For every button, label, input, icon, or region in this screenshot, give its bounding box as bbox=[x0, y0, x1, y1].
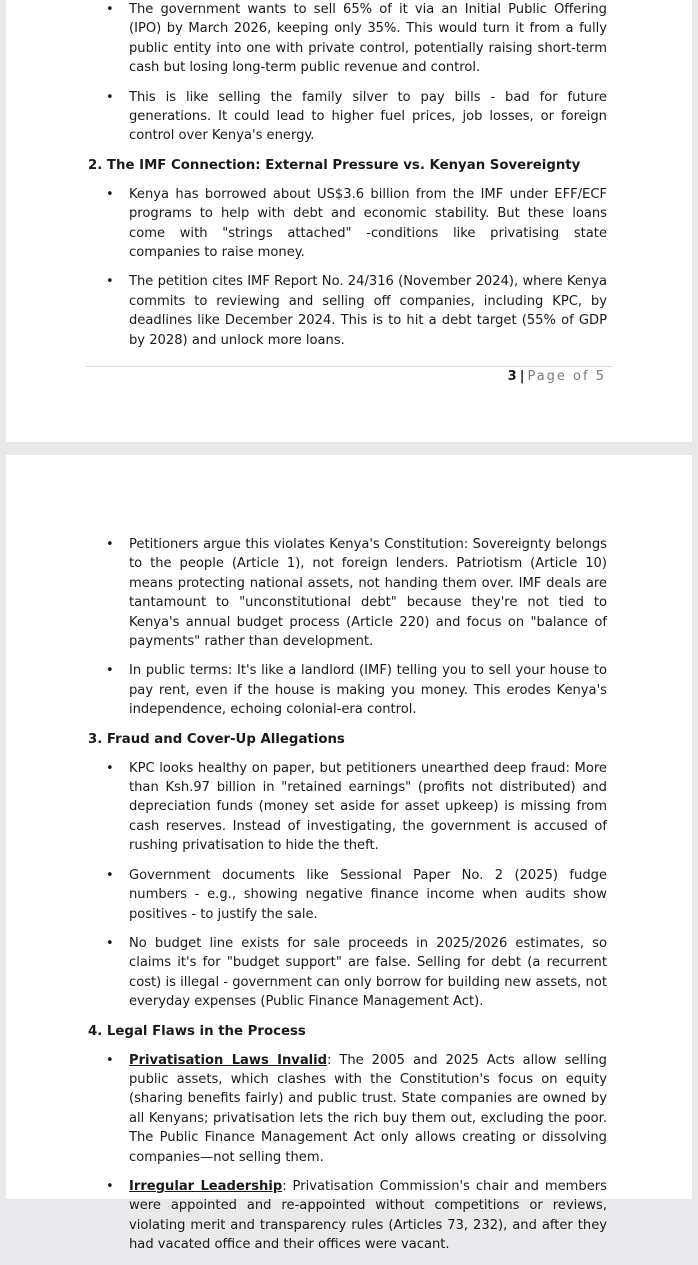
bullet-imf-borrowing: • Kenya has borrowed about US$3.6 billion from the IMF under EFF/ECF programs to help with debt and economic stability. But these loans come with "strings attached" -conditions like privatising state companies to raise money. bbox=[6, 185, 692, 263]
bullet-ipo-sale: • The government wants to sell 65% of it via an Initial Public Offering (IPO) by March 2026, keeping only 35%. This would turn it from a fully public entity into one with private control, potentially raising short-term cash but losing long-term public revenue and control. bbox=[6, 0, 692, 78]
footer-divider bbox=[86, 366, 612, 367]
page-separator: | bbox=[519, 369, 526, 384]
page-4-body bbox=[6, 535, 692, 1265]
document-page-4 bbox=[6, 455, 692, 1253]
bullet-irregular-leadership bbox=[6, 1177, 692, 1255]
document-page-3 bbox=[6, 0, 692, 442]
bullet-budget-line: • No budget line exists for sale proceeds in 2025/2026 estimates, so claims it's for "budget support" are false. Selling for debt (a recurrent cost) is illegal - government can only borrow for building new assets, not everyday expenses (Public Finance Management Act). bbox=[6, 934, 692, 1012]
bullet-retained-earnings: • KPC looks healthy on paper, but petitioners unearthed deep fraud: More than Ksh.97 billion in "retained earnings" (profits not distributed) and depreciation funds (money set aside for asset upkeep) is missing from cash reserves. Instead of investigating, the government is accused of rushing privatisation to hide the theft. bbox=[6, 759, 692, 856]
page-number: 3 bbox=[507, 369, 518, 384]
section-heading-fraud: 3. Fraud and Cover-Up Allegations bbox=[88, 731, 345, 747]
bullet-sovereignty: • Petitioners argue this violates Kenya's Constitution: Sovereignty belongs to the people (Article 1), not foreign lenders. Patriotism (Article 10) means protecting national assets, not handing them over. IMF deals are tantamount to "unconstitutional debt" because they're not tied to Kenya's annual budget process (Article 220) and focus on "balance of payments" rather than development. bbox=[6, 535, 692, 651]
bullet-family-silver: • This is like selling the family silver to pay bills - bad for future generations. It could lead to higher fuel prices, job losses, or foreign control over Kenya's energy. bbox=[6, 88, 692, 146]
bullet-lead-privatisation-laws: Privatisation Laws Invalid bbox=[129, 1052, 328, 1068]
bullet-text-privatisation-laws: : The 2005 and 2025 Acts allow selling public assets, which clashes with the Constitution's focus on equity (sharing benefits fairly) and public trust. State companies are owned by all Kenyans; privatisation lets the rich buy them out, excluding the poor. The Public Finance Management Act only allows creating or dissolving companies—not selling them. bbox=[129, 1052, 607, 1165]
bullet-sessional-paper: • Government documents like Sessional Paper No. 2 (2025) fudge numbers - e.g., showing negative finance income when audits show positives - to justify the sale. bbox=[6, 866, 692, 924]
bullet-imf-report: • The petition cites IMF Report No. 24/316 (November 2024), where Kenya commits to reviewing and selling off companies, including KPC, by deadlines like December 2024. This is to hit a debt target (55% of GDP by 2028) and unlock more loans. bbox=[6, 272, 692, 350]
bullet-privatisation-laws bbox=[6, 1051, 692, 1167]
bullet-landlord-analogy: • In public terms: It's like a landlord (IMF) telling you to sell your house to pay rent, even if the house is making you money. This erodes Kenya's independence, echoing colonial-era control. bbox=[6, 661, 692, 719]
page-3-body bbox=[6, 0, 692, 360]
section-heading-imf: 2. The IMF Connection: External Pressure vs. Kenyan Sovereignty bbox=[88, 157, 581, 173]
bullet-lead-irregular-leadership: Irregular Leadership bbox=[129, 1178, 283, 1194]
section-heading-legal: 4. Legal Flaws in the Process bbox=[88, 1023, 306, 1039]
bullet-text-irregular-leadership: : Privatisation Commission's chair and members were appointed and re-appointed without competitions or reviews, violating merit and transparency rules (Articles 73, 232), and after they had vacated office and their offices were vacant. bbox=[129, 1178, 607, 1253]
page-footer bbox=[508, 369, 606, 384]
page-of-label: Page of 5 bbox=[527, 369, 606, 384]
